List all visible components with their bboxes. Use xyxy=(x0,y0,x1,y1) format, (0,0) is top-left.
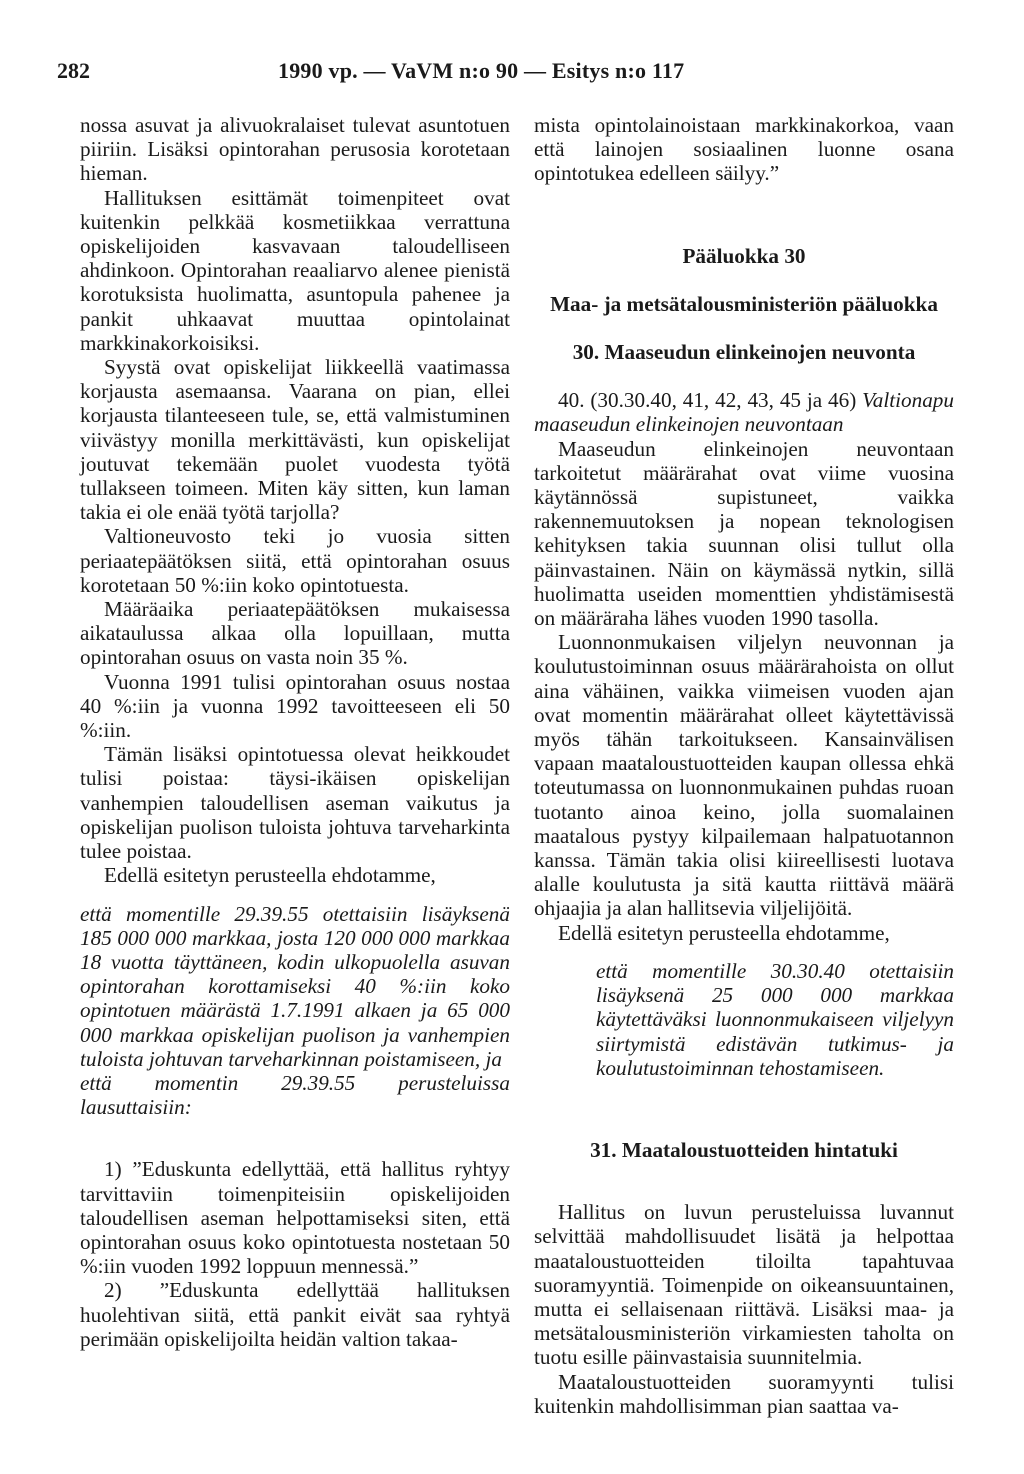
spacer xyxy=(534,186,954,244)
spacer xyxy=(534,268,954,292)
paragraph: Maaseudun elinkeinojen neuvontaan tarkoitetut määrärahat ovat viime vuosina käytännössä supistuneet, vaikka rakennemuutoksen ja nopean teknologisen kehityksen takia suunnan olisi tullut olla päinvastainen. Näin on käymässä nytkin, sillä huolimatta useiden momenttien yhdistämisestä on määräraha lähes vuoden 1990 tasolla. xyxy=(534,436,954,631)
page-header xyxy=(0,58,1024,92)
spacer xyxy=(534,945,954,959)
paragraph: mista opintolainoistaan markkinakorkoa, vaan että lainojen sosiaalinen luonne osana opintotukea edelleen säilyy.” xyxy=(534,113,954,186)
spacer xyxy=(80,1119,510,1157)
right-column xyxy=(534,113,954,1418)
page-number: 282 xyxy=(57,58,90,83)
spacer xyxy=(80,888,510,902)
paragraph: Määräaika periaatepäätöksen mukaisessa aikataulussa alkaa olla lopuillaan, mutta opintorahan osuus on vasta noin 35 %. xyxy=(80,597,510,670)
paragraph: Valtioneuvosto teki jo vuosia sitten periaatepäätöksen siitä, että opintorahan osuus korotetaan 50 %:iin koko opintotuesta. xyxy=(80,524,510,597)
moment-heading xyxy=(534,388,954,436)
spacer xyxy=(534,364,954,388)
spacer xyxy=(534,1080,954,1138)
paragraph: Maataloustuotteiden suoramyynti tulisi kuitenkin mahdollisimman pian saattaa va- xyxy=(534,1369,954,1418)
paragraph: Tämän lisäksi opintotuessa olevat heikkoudet tulisi poistaa: täysi-ikäisen opiskelijan vanhempien taloudellisen aseman vaikutus ja opiskelijan puolison tuloista johtuva tarveharkinta tulee poistaa. xyxy=(80,742,510,864)
proposal-text: että momentin 29.39.55 perusteluissa lausuttaisiin: xyxy=(80,1070,510,1120)
paragraph: Hallitus on luvun perusteluissa luvannut selvittää mahdollisuudet lisätä ja helpottaa maataloustuotteiden tiloilta tapahtuvaa suoramyyntiä. Toimenpide on oikeansuuntainen, mutta ei sellaisenaan riittävä. Lisäksi maa- ja metsätalousministeriön virkamiesten taholta on tuotu esille päinvastaisia suunnitelmia. xyxy=(534,1200,954,1370)
moment-title: Valtionapu maaseudun elinkeinojen neuvontaan xyxy=(534,388,954,437)
list-item: 2) ”Eduskunta edellyttää hallituksen huolehtivan siitä, että pankit eivät saa ryhtyä perimään opiskelijoilta heidän valtion takaa- xyxy=(80,1278,510,1351)
paragraph: nossa asuvat ja alivuokralaiset tulevat asuntotuen piiriin. Lisäksi opintorahan perusosia korotetaan hieman. xyxy=(80,113,510,186)
left-column xyxy=(80,113,510,1351)
list-item: 1) ”Eduskunta edellyttää, että hallitus ryhtyy tarvittaviin toimenpiteisiin opiskelijoiden taloudellisen aseman helpottamiseksi siten, että opintorahan osuus koko opintotuesta nostetaan 50 %:iin vuoden 1992 loppuun mennessä.” xyxy=(80,1157,510,1279)
paragraph: Hallituksen esittämät toimenpiteet ovat kuitenkin pelkkää kosmetiikkaa verrattuna opiskelijoiden kasvavaan taloudelliseen ahdinkoon. Opintorahan reaaliarvo alenee pienistä korotuksista huolimatta, asuntopula pahenee ja pankit uhkaavat muuttaa opintolainat markkinakorkoisiksi. xyxy=(80,185,510,355)
paragraph: Syystä ovat opiskelijat liikkeellä vaatimassa korjausta asemaansa. Vaarana on pian, ellei korjausta tilanteeseen tule, se, että valmistuminen viivästyy monilla merkittävästi, kun opiskelijat joutuvat tekemään puolet vuodesta työtä tullakseen toimeen. Miten käy sitten, kun laman takia ei ole enää työtä tarjolla? xyxy=(80,355,510,525)
chapter-heading: 30. Maaseudun elinkeinojen neuvonta xyxy=(572,340,916,365)
proposal-text: että momentille 29.39.55 otettaisiin lisäyksenä 185 000 000 markkaa, josta 120 000 000 markkaa 18 vuotta täyttäneen, kodin ulkopuolella asuvan opintorahan korottamiseksi 40 %:iin koko opintotuen määrästä 1.7.1991 alkaen ja 65 000 000 markkaa opiskelijan puolison ja vanhempien tuloista johtuvan tarveharkinnan poistamiseen, ja xyxy=(80,901,510,1071)
section-heading: Pääluokka 30 xyxy=(682,243,806,268)
chapter-heading: 31. Maataloustuotteiden hintatuki xyxy=(590,1137,898,1162)
document-title: 1990 vp. — VaVM n:o 90 — Esitys n:o 117 xyxy=(278,58,685,83)
paragraph: Edellä esitetyn perusteella ehdotamme, xyxy=(558,920,890,945)
moment-reference: 40. (30.30.40, 41, 42, 43, 45 ja 46) xyxy=(558,388,857,413)
section-heading: Maa- ja metsätalousministeriön pääluokka xyxy=(550,291,938,316)
spacer xyxy=(534,1162,954,1200)
paragraph: Vuonna 1991 tulisi opintorahan osuus nostaa 40 %:iin ja vuonna 1992 tavoitteeseen eli 50 %:iin. xyxy=(80,669,510,743)
spacer xyxy=(534,316,954,340)
proposal-text: että momentille 30.30.40 otettaisiin lisäyksenä 25 000 000 markkaa käytettäväksi luonnonmukaiseen viljelyyn siirtymistä edistävän tutkimus- ja koulutustoiminnan tehostamiseen. xyxy=(596,958,954,1080)
paragraph: Edellä esitetyn perusteella ehdotamme, xyxy=(104,863,436,888)
paragraph: Luonnonmukaisen viljelyn neuvonnan ja koulutustoiminnan osuus määrärahoista on ollut aina vähäinen, vaikka viimeisen vuoden ajan ovat momentin määrärahat olleet käytettävissä myös tähän tarkoitukseen. Kansainvälisen vapaan maataloustuotteiden kaupan ollessa ehkä toteutumassa on luonnonmukainen puhdas ruoan tuotanto ainoa keino, jolla suomalainen maatalous pystyy kilpailemaan halpatuotannon kanssa. Tämän takia olisi kiireellisesti luotava alalle koulutusta ja sitä kautta riittävä määrä ohjaajia ja alan hallitsevia viljelijöitä. xyxy=(534,630,954,921)
